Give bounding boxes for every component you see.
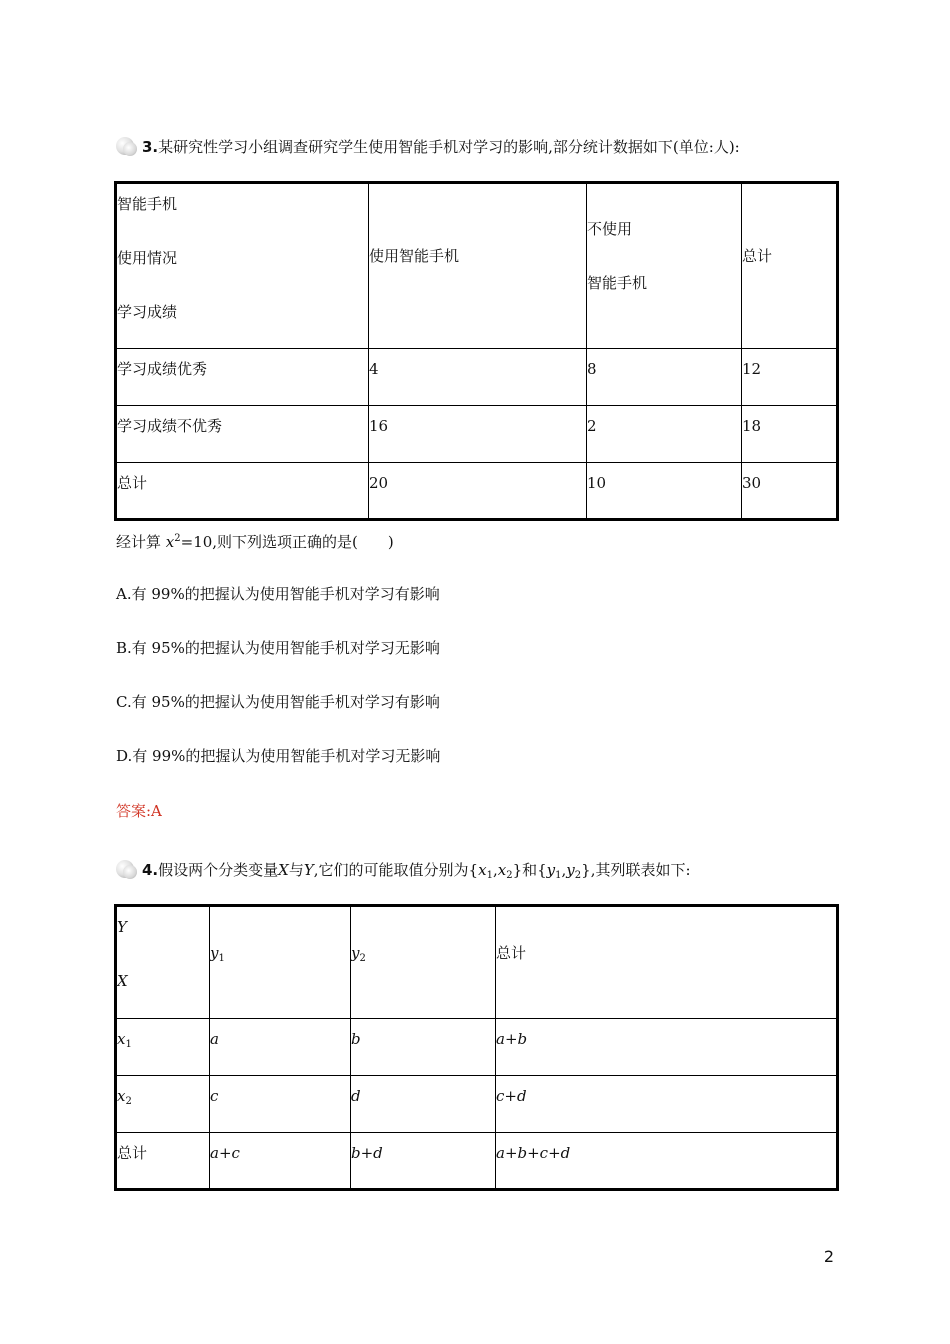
calculation-line: 经计算 $x^2=10$,则下列选项正确的是( ) bbox=[116, 533, 394, 551]
table-cell: 18 bbox=[742, 406, 838, 463]
question-stem: 某研究性学习小组调查研究学生使用智能手机对学习的影响,部分统计数据如下(单位:人): bbox=[158, 138, 740, 156]
option-c: C.有 95%的把握认为使用智能手机对学习有影响 bbox=[116, 693, 440, 711]
header-cell: 总计 bbox=[742, 183, 838, 349]
table-cell: c+d bbox=[496, 1076, 838, 1133]
table-row bbox=[116, 1133, 838, 1190]
table-row bbox=[116, 463, 838, 520]
table-cell: 16 bbox=[369, 406, 587, 463]
row-label: $x_1$ bbox=[116, 1019, 210, 1076]
page-number: 2 bbox=[823, 1247, 834, 1266]
table-row bbox=[116, 1076, 838, 1133]
header-corner-cell: 智能手机 使用情况 学习成绩 bbox=[116, 183, 369, 349]
option-d: D.有 99%的把握认为使用智能手机对学习无影响 bbox=[116, 747, 441, 765]
question-3-heading bbox=[116, 136, 740, 157]
table-cell: c bbox=[210, 1076, 351, 1133]
table-header-row bbox=[116, 183, 838, 349]
question-4-heading: 4.假设两个分类变量X与Y,它们的可能取值分别为$\{x_1,x_2\}$和$\{y_1,y_2\}$,其列联表如下: bbox=[116, 859, 691, 883]
table-cell: a bbox=[210, 1019, 351, 1076]
table-cell: d bbox=[351, 1076, 496, 1133]
header-cell: 使用智能手机 bbox=[369, 183, 587, 349]
table-cell: b+d bbox=[351, 1133, 496, 1190]
table-cell: a+b bbox=[496, 1019, 838, 1076]
header-cell: $y_2$ bbox=[351, 906, 496, 1019]
table-row bbox=[116, 406, 838, 463]
contingency-table-q4 bbox=[114, 904, 839, 1191]
table-row bbox=[116, 1019, 838, 1076]
row-label: $x_2$ bbox=[116, 1076, 210, 1133]
row-label: 学习成绩不优秀 bbox=[116, 406, 369, 463]
question-bullet-icon bbox=[116, 859, 138, 879]
contingency-table-q3 bbox=[114, 181, 839, 521]
table-cell: a+b+c+d bbox=[496, 1133, 838, 1190]
header-cell: 不使用 智能手机 bbox=[587, 183, 742, 349]
table-cell: b bbox=[351, 1019, 496, 1076]
option-b: B.有 95%的把握认为使用智能手机对学习无影响 bbox=[116, 639, 440, 657]
row-label: 总计 bbox=[116, 1133, 210, 1190]
table-header-row bbox=[116, 906, 838, 1019]
question-number: 3. bbox=[142, 138, 159, 156]
table-cell: 10 bbox=[587, 463, 742, 520]
row-label: 总计 bbox=[116, 463, 369, 520]
table-cell: 12 bbox=[742, 349, 838, 406]
table-cell: 2 bbox=[587, 406, 742, 463]
header-corner-cell: Y X bbox=[116, 906, 210, 1019]
table-cell: 4 bbox=[369, 349, 587, 406]
option-a: A.有 99%的把握认为使用智能手机对学习有影响 bbox=[116, 585, 440, 603]
row-label: 学习成绩优秀 bbox=[116, 349, 369, 406]
table-cell: 8 bbox=[587, 349, 742, 406]
question-bullet-icon bbox=[116, 136, 138, 156]
header-cell: $y_1$ bbox=[210, 906, 351, 1019]
table-cell: 20 bbox=[369, 463, 587, 520]
header-cell: 总计 bbox=[496, 906, 838, 1019]
table-cell: a+c bbox=[210, 1133, 351, 1190]
table-row bbox=[116, 349, 838, 406]
table-cell: 30 bbox=[742, 463, 838, 520]
answer-text: 答案:A bbox=[116, 802, 162, 820]
